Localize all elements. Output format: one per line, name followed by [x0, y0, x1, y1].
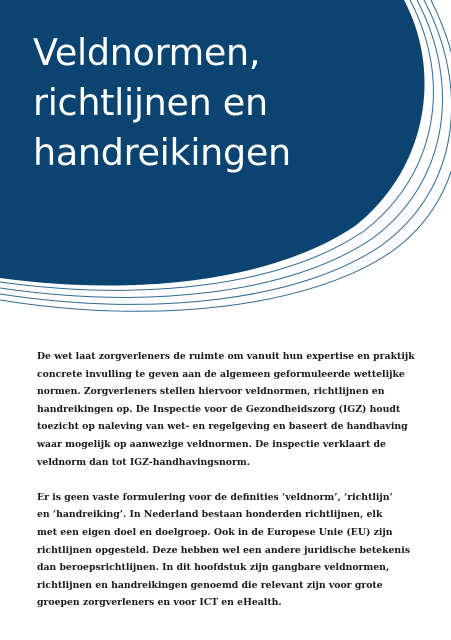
- title-line: handreikingen: [33, 131, 291, 174]
- text-line: richtlijnen en handreikingen genoemd die relevant zijn voor grote: [37, 579, 383, 591]
- text-line: veldnorm dan tot IGZ-handhavingsnorm.: [37, 456, 250, 468]
- text-line: met een eigen doel en doelgroep. Ook in de Europese Unie (EU) zijn: [37, 526, 393, 538]
- text-line: Er is geen vaste formulering voor de definities ‘veldnorm’, ‘richtlijn’: [37, 491, 393, 503]
- text-line: dan beroepsrichtlijnen. In dit hoofdstuk zijn gangbare veldnormen,: [37, 562, 390, 574]
- text-line: De wet laat zorgverleners de ruimte om vanuit hun expertise en praktijk: [37, 351, 415, 362]
- text-line: toezicht op naleving van wet- en regelgeving en baseert de handhaving: [37, 421, 408, 433]
- text-line: concrete invulling te geven aan de algemeen geformuleerde wettelijke: [37, 368, 405, 380]
- paragraph-1: [37, 348, 429, 471]
- text-line: waar mogelijk op aanwezige veldnormen. De inspectie verklaart de: [37, 438, 386, 450]
- text-line: groepen zorgverleners en voor ICT en eHealth.: [37, 597, 282, 609]
- body-text: [37, 348, 429, 630]
- title-line: richtlijnen en: [33, 81, 268, 124]
- text-line: en ‘handreiking’. In Nederland bestaan honderden richtlijnen, elk: [37, 509, 383, 521]
- text-line: normen. Zorgverleners stellen hiervoor veldnormen, richtlijnen en: [37, 386, 385, 398]
- title-line: Veldnormen,: [33, 31, 261, 74]
- text-line: richtlijnen opgesteld. Deze hebben wel een andere juridische betekenis: [37, 544, 410, 556]
- page-title: [33, 28, 291, 178]
- paragraph-2: [37, 489, 429, 612]
- text-line: handreikingen op. De Inspectie voor de Gezondheidszorg (IGZ) houdt: [37, 403, 401, 415]
